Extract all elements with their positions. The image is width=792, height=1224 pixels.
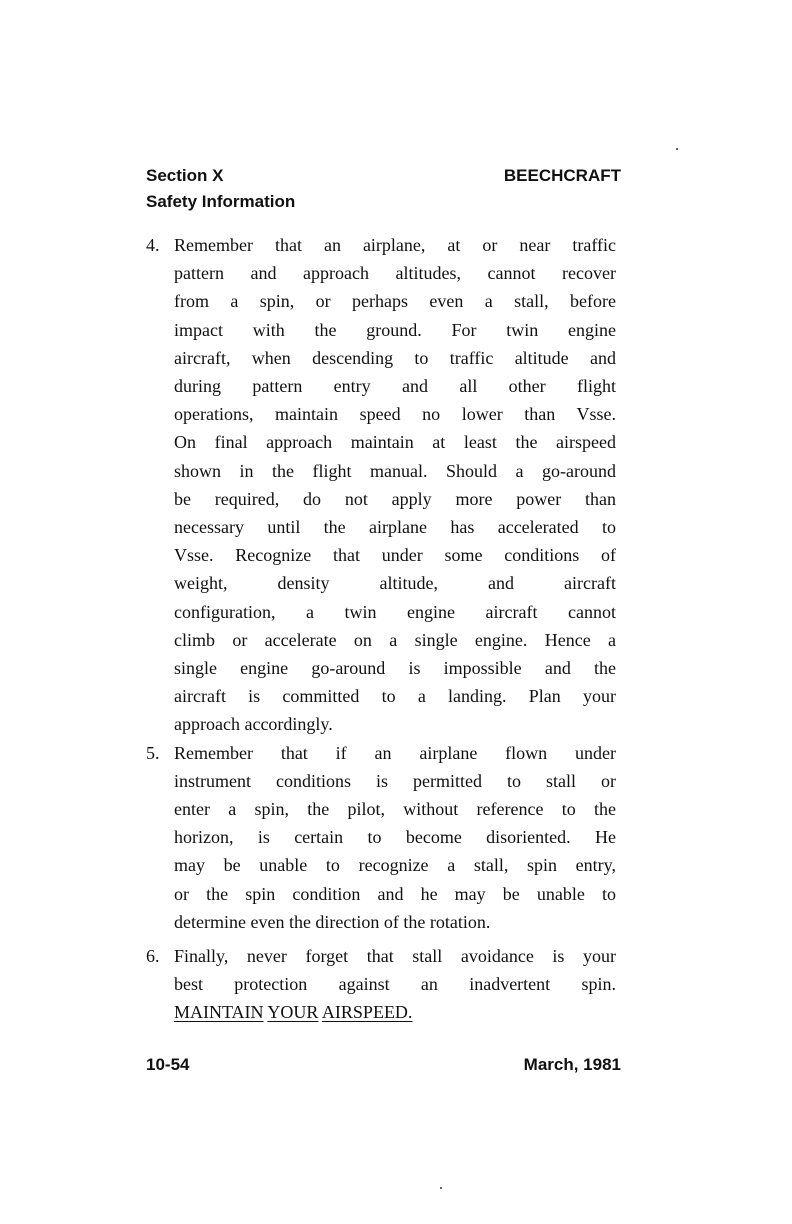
text-line: aircraft is committed to a landing. Plan your [174, 686, 616, 707]
text-line: impact with the ground. For twin engine [174, 319, 616, 340]
text-line: single engine go-around is impossible and the [174, 658, 616, 679]
publication-date: March, 1981 [523, 1055, 621, 1074]
text-line: configuration, a twin engine aircraft cannot [174, 601, 616, 622]
text-line: climb or accelerate on a single engine. Hence a [174, 629, 616, 650]
page-header [146, 163, 621, 215]
emphasis-word: YOUR [267, 1002, 319, 1023]
text-line: approach accordingly. [174, 714, 333, 735]
text-line: Remember that if an airplane flown under [174, 742, 616, 763]
text-line: from a spin, or perhaps even a stall, before [174, 291, 616, 312]
text-line: best protection against an inadvertent spin. [174, 974, 616, 995]
list-item-4 [146, 231, 616, 739]
page-number: 10-54 [146, 1055, 190, 1074]
text-line: necessary until the airplane has accelerated to [174, 517, 616, 538]
text-line: instrument conditions is permitted to stall or [174, 770, 616, 791]
emphasis-line [174, 998, 616, 1026]
text-line: On final approach maintain at least the airspeed [174, 432, 616, 453]
text-line: shown in the flight manual. Should a go-around [174, 460, 616, 481]
text-line: Finally, never forget that stall avoidance is your [174, 946, 616, 967]
numbered-list [146, 231, 616, 1027]
text-line: during pattern entry and all other flight [174, 376, 616, 397]
scan-speck [676, 148, 678, 150]
text-line: or the spin condition and he may be unable to [174, 883, 616, 904]
section-title: Section X [146, 166, 224, 185]
brand-name: BEECHCRAFT [503, 166, 621, 185]
list-item-5 [146, 739, 616, 936]
text-line: Vsse. Recognize that under some conditions of [174, 545, 616, 566]
text-line: enter a spin, the pilot, without reference to the [174, 799, 616, 820]
list-item-6 [146, 942, 616, 1027]
page-footer [146, 1055, 621, 1075]
emphasis-word: AIRSPEED. [321, 1002, 413, 1023]
section-subtitle: Safety Information [146, 192, 296, 211]
item-number: 4. [146, 235, 160, 255]
item-number: 5. [146, 742, 160, 763]
text-line: may be unable to recognize a stall, spin entry, [174, 855, 616, 876]
text-line: determine even the direction of the rotation. [174, 911, 491, 932]
text-line: operations, maintain speed no lower than Vsse. [174, 404, 616, 425]
text-line: pattern and approach altitudes, cannot recover [174, 263, 616, 284]
header-row [146, 163, 621, 189]
emphasis-word: MAINTAIN [174, 1002, 264, 1023]
text-line: horizon, is certain to become disoriented. He [174, 827, 616, 848]
scan-speck [440, 1187, 442, 1189]
text-line: Remember that an airplane, at or near traffic [174, 235, 616, 255]
text-line: weight, density altitude, and aircraft [174, 573, 616, 594]
text-line: aircraft, when descending to traffic altitude and [174, 347, 616, 368]
text-line: be required, do not apply more power than [174, 488, 616, 509]
item-number: 6. [146, 946, 160, 967]
